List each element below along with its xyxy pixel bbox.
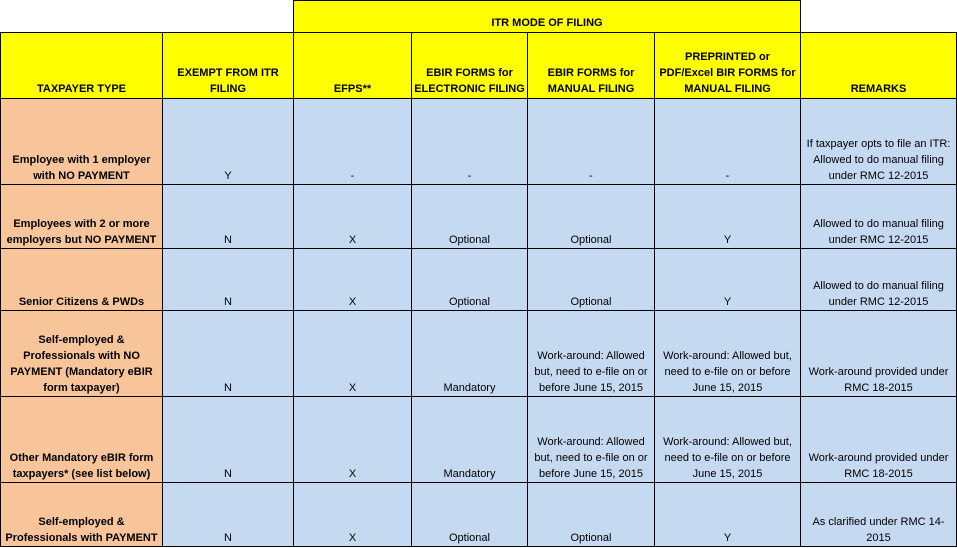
preprinted-cell: Y [655,483,801,547]
ebir-electronic-cell: Mandatory [412,397,528,483]
exempt-cell: Y [163,99,294,185]
itr-mode-header: ITR MODE OF FILING [294,1,801,33]
blank-corner [163,1,294,33]
remarks-cell: Work-around provided under RMC 18-2015 [801,311,957,397]
efps-cell: X [294,249,412,311]
blank-corner [801,1,957,33]
exempt-cell: N [163,185,294,249]
header-exempt: EXEMPT FROM ITR FILING [163,33,294,99]
header-remarks: REMARKS [801,33,957,99]
ebir-manual-cell: Work-around: Allowed but, need to e-file on or before June 15, 2015 [528,311,655,397]
remarks-cell: Allowed to do manual filing under RMC 12-2015 [801,249,957,311]
taxpayer-type-cell: Senior Citizens & PWDs [1,249,163,311]
header-taxpayer-type: TAXPAYER TYPE [1,33,163,99]
column-header-row [1,33,957,99]
header-ebir-manual: EBIR FORMS for MANUAL FILING [528,33,655,99]
efps-cell: - [294,99,412,185]
blank-corner [1,1,163,33]
remarks-cell: Allowed to do manual filing under RMC 12-2015 [801,185,957,249]
ebir-electronic-cell: Optional [412,249,528,311]
preprinted-cell: Y [655,185,801,249]
efps-cell: X [294,185,412,249]
preprinted-cell: - [655,99,801,185]
group-header-row [1,1,957,33]
header-ebir-electronic: EBIR FORMS for ELECTRONIC FILING [412,33,528,99]
taxpayer-type-cell: Self-employed & Professionals with NO PAYMENT (Mandatory eBIR form taxpayer) [1,311,163,397]
ebir-manual-cell: - [528,99,655,185]
ebir-electronic-cell: Mandatory [412,311,528,397]
preprinted-cell: Work-around: Allowed but, need to e-file on or before June 15, 2015 [655,397,801,483]
efps-cell: X [294,311,412,397]
preprinted-cell: Work-around: Allowed but, need to e-file on or before June 15, 2015 [655,311,801,397]
taxpayer-type-cell: Self-employed & Professionals with PAYMENT [1,483,163,547]
exempt-cell: N [163,311,294,397]
ebir-electronic-cell: - [412,99,528,185]
remarks-cell: If taxpayer opts to file an ITR: Allowed to do manual filing under RMC 12-2015 [801,99,957,185]
table-row [1,99,957,185]
ebir-manual-cell: Optional [528,483,655,547]
efps-cell: X [294,483,412,547]
remarks-cell: Work-around provided under RMC 18-2015 [801,397,957,483]
ebir-electronic-cell: Optional [412,185,528,249]
ebir-manual-cell: Optional [528,249,655,311]
ebir-manual-cell: Optional [528,185,655,249]
header-preprinted: PREPRINTED or PDF/Excel BIR FORMS for MANUAL FILING [655,33,801,99]
remarks-cell: As clarified under RMC 14-2015 [801,483,957,547]
header-efps: EFPS** [294,33,412,99]
table-row [1,185,957,249]
table-row [1,397,957,483]
taxpayer-type-cell: Employees with 2 or more employers but NO PAYMENT [1,185,163,249]
table-row [1,249,957,311]
table-row [1,483,957,547]
preprinted-cell: Y [655,249,801,311]
taxpayer-type-cell: Employee with 1 employer with NO PAYMENT [1,99,163,185]
exempt-cell: N [163,483,294,547]
table-row [1,311,957,397]
exempt-cell: N [163,249,294,311]
ebir-electronic-cell: Optional [412,483,528,547]
taxpayer-type-cell: Other Mandatory eBIR form taxpayers* (see list below) [1,397,163,483]
ebir-manual-cell: Work-around: Allowed but, need to e-file on or before June 15, 2015 [528,397,655,483]
efps-cell: X [294,397,412,483]
exempt-cell: N [163,397,294,483]
